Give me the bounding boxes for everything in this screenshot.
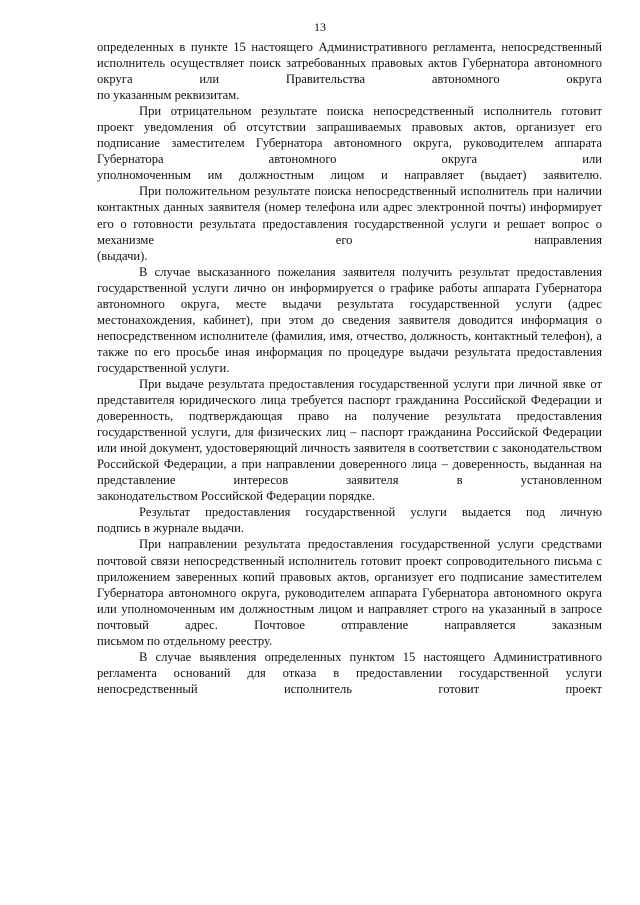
paragraph-last-line: законодательством Российской Федерации порядке. (97, 489, 375, 504)
page-number: 13 (314, 20, 326, 34)
paragraph (97, 649, 602, 697)
paragraph (97, 183, 602, 263)
paragraph-last-line: по указанным реквизитам. (97, 88, 240, 103)
paragraph-text: В случае высказанного пожелания заявителя получить результат предоставления государственной услуги лично он информируется о графике работы аппарата Губернатора автономного округа, месте выдачи результата государственной услуги (адрес местонахождения, кабинет), при этом до сведения заявителя доводится информация о непосредственном исполнителе (фамилия, имя, отчество, должность, контактный телефон), а также по его просьбе иная информация по процедуре выдачи результата предоставления (97, 264, 602, 359)
paragraph (97, 376, 602, 504)
paragraph-text: При положительном результате поиска непосредственный исполнитель при наличии контактных данных заявителя (номер телефона или адрес электронной почты) информирует его о готовности результата предоставления государственной услуги и решает вопрос о механизме его направления (97, 184, 602, 247)
paragraph (97, 39, 602, 103)
paragraph-text: При направлении результата предоставления государственной услуги средствами почтовой связи непосредственный исполнитель готовит проект сопроводительного письма с приложением заверенных копий правовых актов, организует его подписание заместителем Губернатора автономного округа, руководителем аппарата Губернатора автономного округа или уполномоченным им должностным лицом и направляет строго на указанный в запросе почтовый адрес. Почтовое отправление направляется заказным (97, 537, 602, 632)
paragraph-text: В случае выявления определенных пунктом 15 настоящего Административного регламента оснований для отказа в предоставлении государственной услуги непосредственный исполнитель готовит проект (97, 649, 602, 696)
paragraph (97, 536, 602, 648)
paragraph (97, 103, 602, 183)
paragraph-last-line: государственной услуги. (97, 360, 230, 375)
document-body (97, 39, 602, 697)
paragraph (97, 264, 602, 376)
paragraph-text: При отрицательном результате поиска непосредственный исполнитель готовит проект уведомления об отсутствии запрашиваемых правовых актов, организует его подписание заместителем Губернатора автономного округа, руководителем аппарата Губернатора автономного округа или (97, 104, 602, 167)
paragraph-last-line: (выдачи). (97, 248, 148, 263)
paragraph-text: определенных в пункте 15 настоящего Административного регламента, непосредственный исполнитель осуществляет поиск затребованных правовых актов Губернатора автономного округа или Правительства автономного округа (97, 40, 602, 87)
paragraph-text: При выдаче результата предоставления государственной услуги при личной явке от представителя юридического лица требуется паспорт гражданина Российской Федерации и доверенность, подтверждающая право на получение результата предоставления государственной услуги, для физических лиц – паспорт гражданина Российской Федерации или иной документ, удостоверяющий личность заявителя в соответствии с законодательством Российской Федерации, а при направлении доверенного лица – доверенность, выданная на представление интересов заявителя в установленном (97, 376, 602, 488)
paragraph (97, 504, 602, 536)
paragraph-text: Результат предоставления государственной услуги выдается под личную (139, 505, 602, 520)
paragraph-last-line: подпись в журнале выдачи. (97, 521, 245, 536)
paragraph-last-line: уполномоченным им должностным лицом и направляет (выдает) заявителю. (97, 168, 602, 183)
paragraph-last-line: письмом по отдельному реестру. (97, 633, 273, 648)
